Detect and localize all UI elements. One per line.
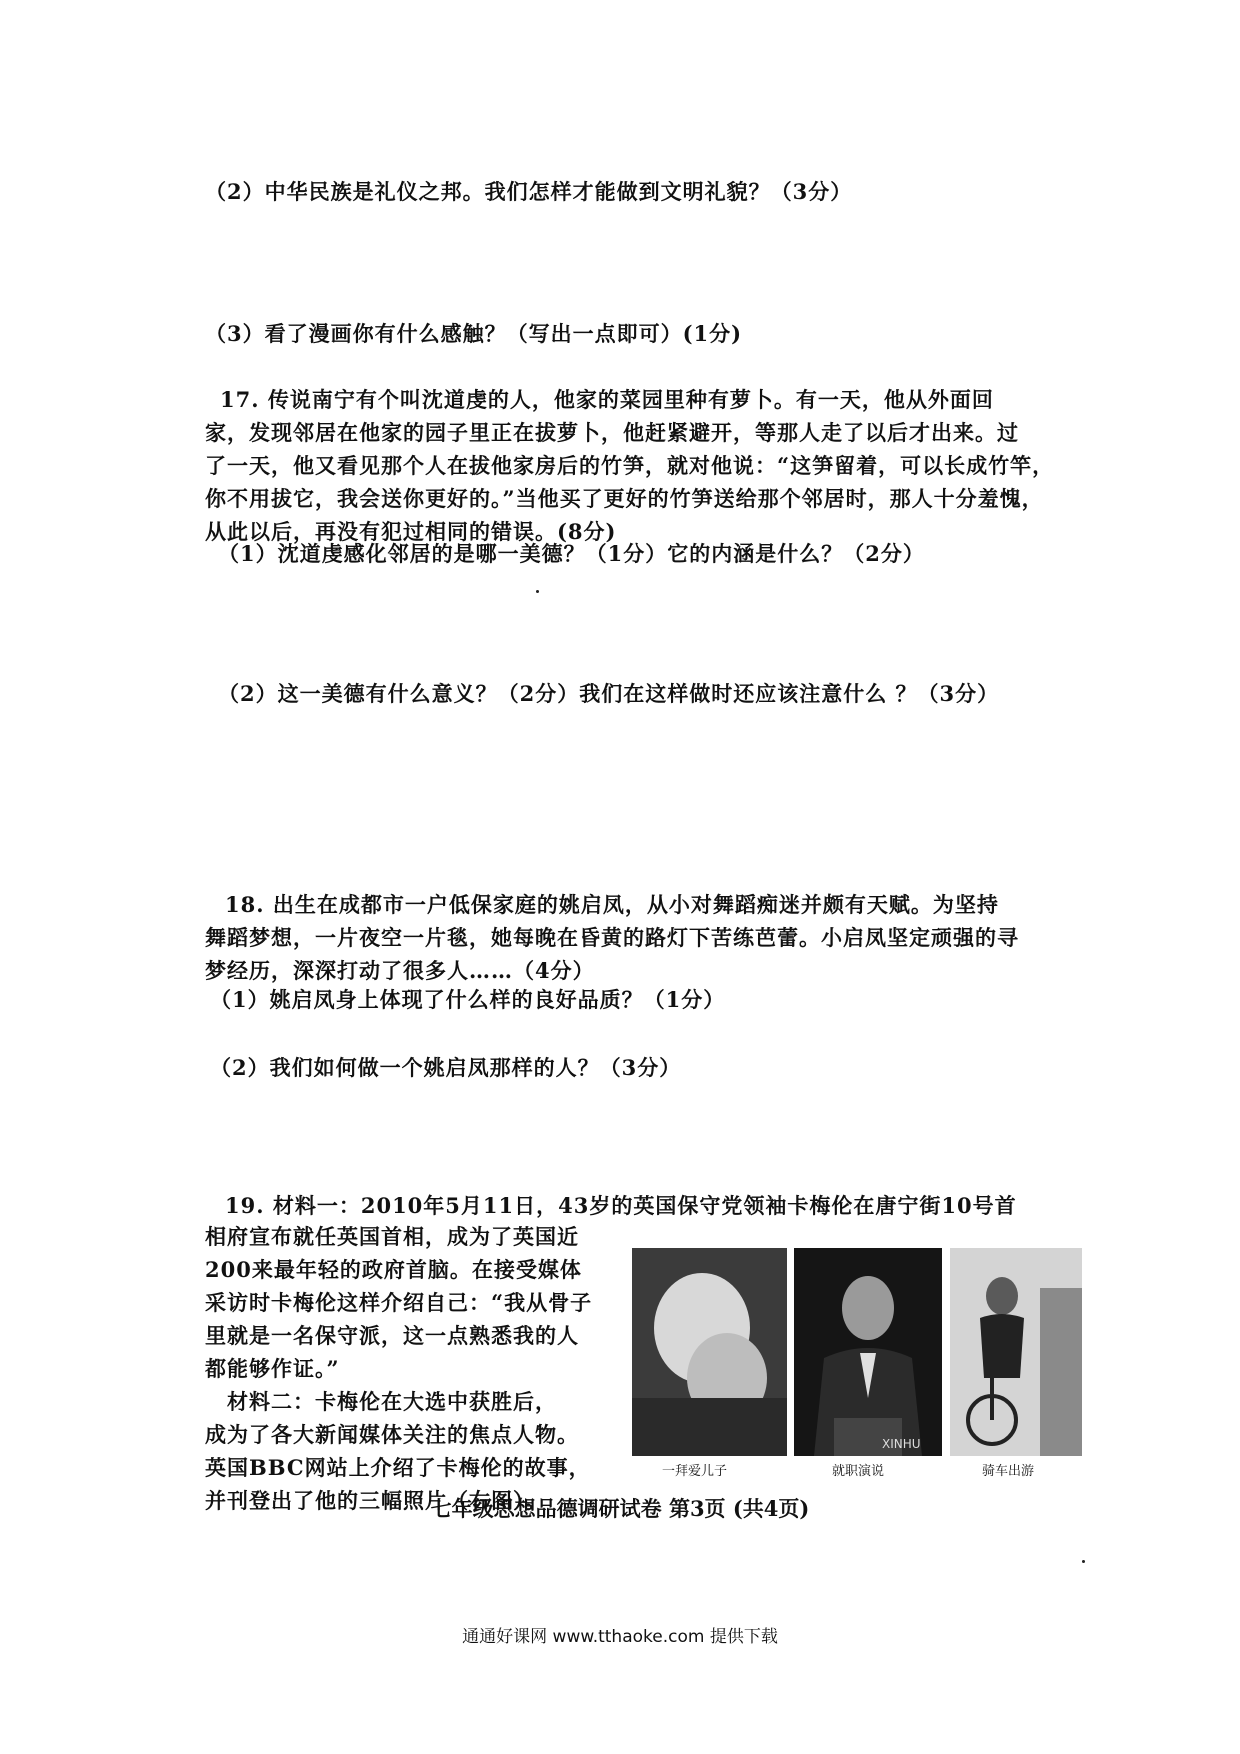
q19-left-line-9: 并刊登出了他的三幅照片（右图）。 (205, 1488, 547, 1513)
q17-line-1: 17. 传说南宁有个叫沈道虔的人，他家的菜园里种有萝卜。有一天，他从外面回 (220, 387, 994, 412)
stray-dot (536, 590, 539, 593)
q17-line-2: 家，发现邻居在他家的园子里正在拔萝卜，他赶紧避开，等那人走了以后才出来。过 (205, 420, 1019, 445)
q19-left-text (205, 1220, 625, 1517)
q18-line-1: 18. 出生在成都市一户低保家庭的姚启凤，从小对舞蹈痴迷并颇有天赋。为坚持 (225, 892, 999, 917)
q19-left-line-8: 英国BBC网站上介绍了卡梅伦的故事， (205, 1455, 591, 1480)
q19-left-line-4: 里就是一名保守派，这一点熟悉我的人 (205, 1323, 579, 1348)
caption-with-son: 一拜爱儿子 (662, 1464, 728, 1479)
q19-left-line-5: 都能够作证。” (205, 1356, 340, 1381)
photo-cycling (950, 1248, 1082, 1456)
q19-first-line: 19. 材料一：2010年5月11日，43岁的英国保守党领袖卡梅伦在唐宁街10号首 (225, 1193, 1017, 1218)
q18-stem (205, 888, 1085, 987)
page-footer: 七年级思想品德调研试卷 第3页 (共4页) (430, 1496, 810, 1521)
caption-cycling: 骑车出游 (982, 1464, 1035, 1479)
q19-left-line-6: 材料二：卡梅伦在大选中获胜后， (205, 1389, 557, 1414)
q17-line-3: 了一天，他又看见那个人在拔他家房后的竹笋，就对他说：“这笋留着，可以长成竹竿， (205, 453, 1055, 478)
q18-sub2: （2）我们如何做一个姚启凤那样的人？（3分） (210, 1055, 682, 1080)
q16-sub2: （2）中华民族是礼仪之邦。我们怎样才能做到文明礼貌？（3分） (205, 179, 853, 204)
q19-left-line-2: 200来最年轻的政府首脑。在接受媒体 (205, 1257, 582, 1282)
q18-sub1: （1）姚启凤身上体现了什么样的良好品质？（1分） (210, 987, 726, 1012)
q17-line-5: 从此以后，再没有犯过相同的错误。(8分) (205, 519, 617, 544)
q17-stem (205, 383, 1085, 548)
q17-line-4: 你不用拔它，我会送你更好的。”当他买了更好的竹笋送给那个邻居时，那人十分羞愧， (205, 486, 1044, 511)
photo-with-son (632, 1248, 787, 1456)
q17-sub1: （1）沈道虔感化邻居的是哪一美德？（1分）它的内涵是什么？（2分） (218, 541, 925, 566)
q18-line-3: 梦经历，深深打动了很多人……（4分） (205, 958, 595, 983)
q16-sub3: （3）看了漫画你有什么感触？（写出一点即可）(1分) (205, 321, 743, 346)
download-site-note: 通通好课网 www.tthaoke.com 提供下载 (462, 1627, 778, 1647)
q19-left-line-7: 成为了各大新闻媒体关注的焦点人物。 (205, 1422, 579, 1447)
q19-left-line-1: 相府宣布就任英国首相，成为了英国近 (205, 1224, 579, 1249)
photo-inaugural-speech (794, 1248, 942, 1456)
stray-dot-2 (1082, 1560, 1085, 1563)
q19-left-line-3: 采访时卡梅伦这样介绍自己：“我从骨子 (205, 1290, 593, 1315)
q17-sub2: （2）这一美德有什么意义？（2分）我们在这样做时还应该注意什么 ？（3分） (218, 681, 1000, 706)
photo-watermark: XINHU (882, 1437, 921, 1451)
q18-line-2: 舞蹈梦想，一片夜空一片毯，她每晚在昏黄的路灯下苦练芭蕾。小启凤坚定顽强的寻 (205, 925, 1019, 950)
caption-inaugural-speech: 就职演说 (832, 1464, 885, 1479)
q19-photo-strip (632, 1248, 1082, 1480)
